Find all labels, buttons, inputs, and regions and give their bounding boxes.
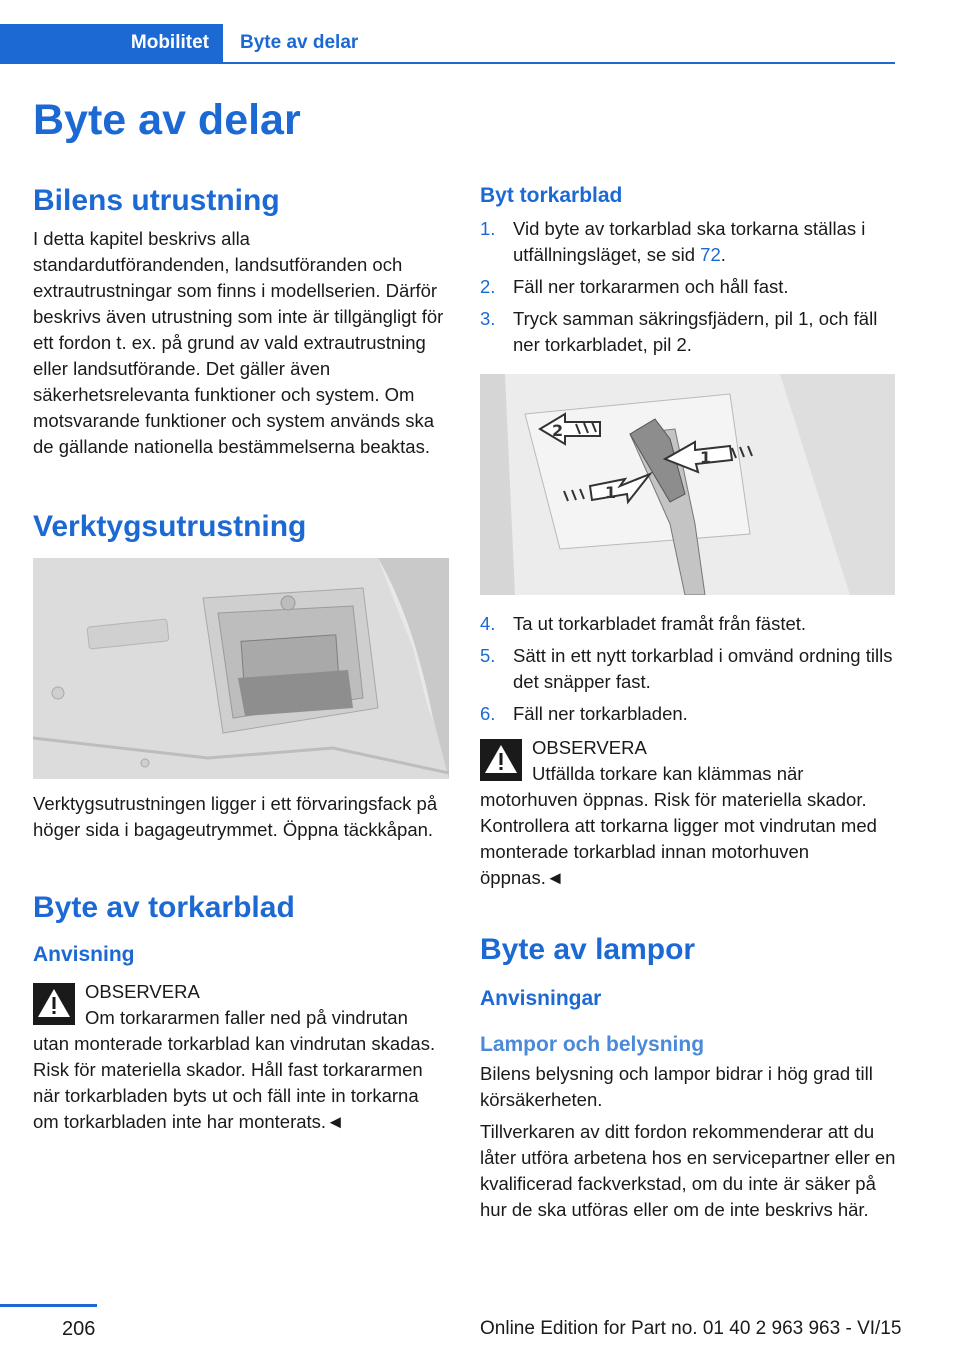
header-tabs: [0, 24, 895, 64]
step-number: 2.: [480, 276, 496, 297]
heading-lamps: Byte av lampor: [480, 933, 696, 966]
list-item: 1. Vid byte av torkarblad ska torkarna ställas i utfällningsläget, se sid 72.: [480, 218, 866, 265]
step-number: 6.: [480, 703, 496, 724]
lighting-text-1: Bilens belysning och lampor bidrar i hög grad till körsäkerheten.: [480, 1063, 873, 1110]
lighting-text-2: Tillverkaren av ditt fordon rekommenderar att du låter utföra arbetena hos en servicepartner eller en kvalificerad fackverkstad, om du inte är säker på hur de ska utföras eller om de inte beskrivs här.: [480, 1121, 896, 1220]
list-item: 5. Sätt in ett nytt torkarblad i omvänd ordning tills det snäpper fast.: [480, 645, 893, 692]
heading-equipment: Bilens utrustning: [33, 184, 280, 217]
wiper-blade-illustration: [480, 374, 895, 595]
tools-caption: Verktygsutrustningen ligger i ett förvaringsfack på höger sida i bagageutrymmet. Öppna täckkåpan.: [33, 793, 438, 840]
list-item: 4. Ta ut torkarbladet framåt från fästet.: [480, 611, 896, 637]
arrow-label-1-upper: 1: [700, 448, 712, 467]
warning-block: [33, 979, 449, 1135]
warning-text: Utfällda torkare kan klämmas när motorhuven öppnas. Risk för materiella skador. Kontrollera att torkarna ligger mot vindrutan med monterade torkarblad innan motorhuven öppnas.◄: [480, 763, 877, 888]
warning-triangle-icon: [480, 739, 522, 781]
footer-rule: [0, 1304, 97, 1307]
heading-wiper-blades: Byte av torkarblad: [33, 891, 295, 924]
heading-lighting: Lampor och belysning: [480, 1033, 705, 1056]
right-column: [480, 182, 896, 1223]
list-item: 2. Fäll ner torkararmen och håll fast.: [480, 274, 896, 300]
page-link-72[interactable]: 72: [700, 244, 721, 265]
heading-notice: Anvisning: [33, 943, 135, 966]
step-number: 5.: [480, 645, 496, 666]
warning-block: [480, 735, 896, 891]
warning-triangle-icon: [33, 983, 75, 1025]
heading-lamps-notes: Anvisningar: [480, 987, 602, 1010]
step-number: 4.: [480, 613, 496, 634]
edition-info: Online Edition for Part no. 01 40 2 963 963 - VI/15: [480, 1318, 902, 1339]
warning-text: Om torkararmen faller ned på vindrutan utan monterade torkarblad kan vindrutan skadas. Risk för materiella skador. Håll fast torkararmen när torkarbladen byts ut och fäll inte in torkarna om torkarbladen inte har monterats.◄: [33, 1007, 436, 1132]
warning-label: OBSERVERA: [85, 981, 200, 1002]
arrow-label-1-lower: 1: [605, 483, 617, 502]
left-column: [33, 182, 449, 1135]
step-number: 1.: [480, 218, 496, 239]
equipment-text: I detta kapitel beskrivs alla standardutförandenden, landsutföranden och extrautrustningar som finns i modellserien. Därför beskrivs även utrustning som inte är tillgängligt för ett fordon t. ex. på grund av vald extrautrustning eller landsutförande. Det gäller även säkerhetsrelevanta funktioner och system. Om motsvarande funktioner och system används ska de gällande nationella bestämmelserna beaktas.: [33, 228, 444, 457]
breadcrumb[interactable]: Byte av delar: [240, 32, 359, 53]
luggage-compartment-illustration: [33, 558, 449, 779]
warning-label: OBSERVERA: [532, 737, 647, 758]
list-item: 6. Fäll ner torkarbladen.: [480, 701, 896, 727]
page-title: Byte av delar: [33, 96, 301, 144]
heading-tools: Verktygsutrustning: [33, 510, 307, 543]
heading-change-wiper: Byt torkarblad: [480, 184, 623, 207]
steps-list-a: [480, 216, 896, 358]
page-number: 206: [62, 1318, 96, 1340]
steps-list-b: [480, 611, 896, 727]
tab-mobilitet[interactable]: Mobilitet: [0, 24, 223, 62]
list-item: 3. Tryck samman säkringsfjädern, pil 1, och fäll ner torkarbladet, pil 2.: [480, 308, 878, 355]
step-number: 3.: [480, 308, 496, 329]
arrow-label-2: 2: [552, 421, 564, 440]
